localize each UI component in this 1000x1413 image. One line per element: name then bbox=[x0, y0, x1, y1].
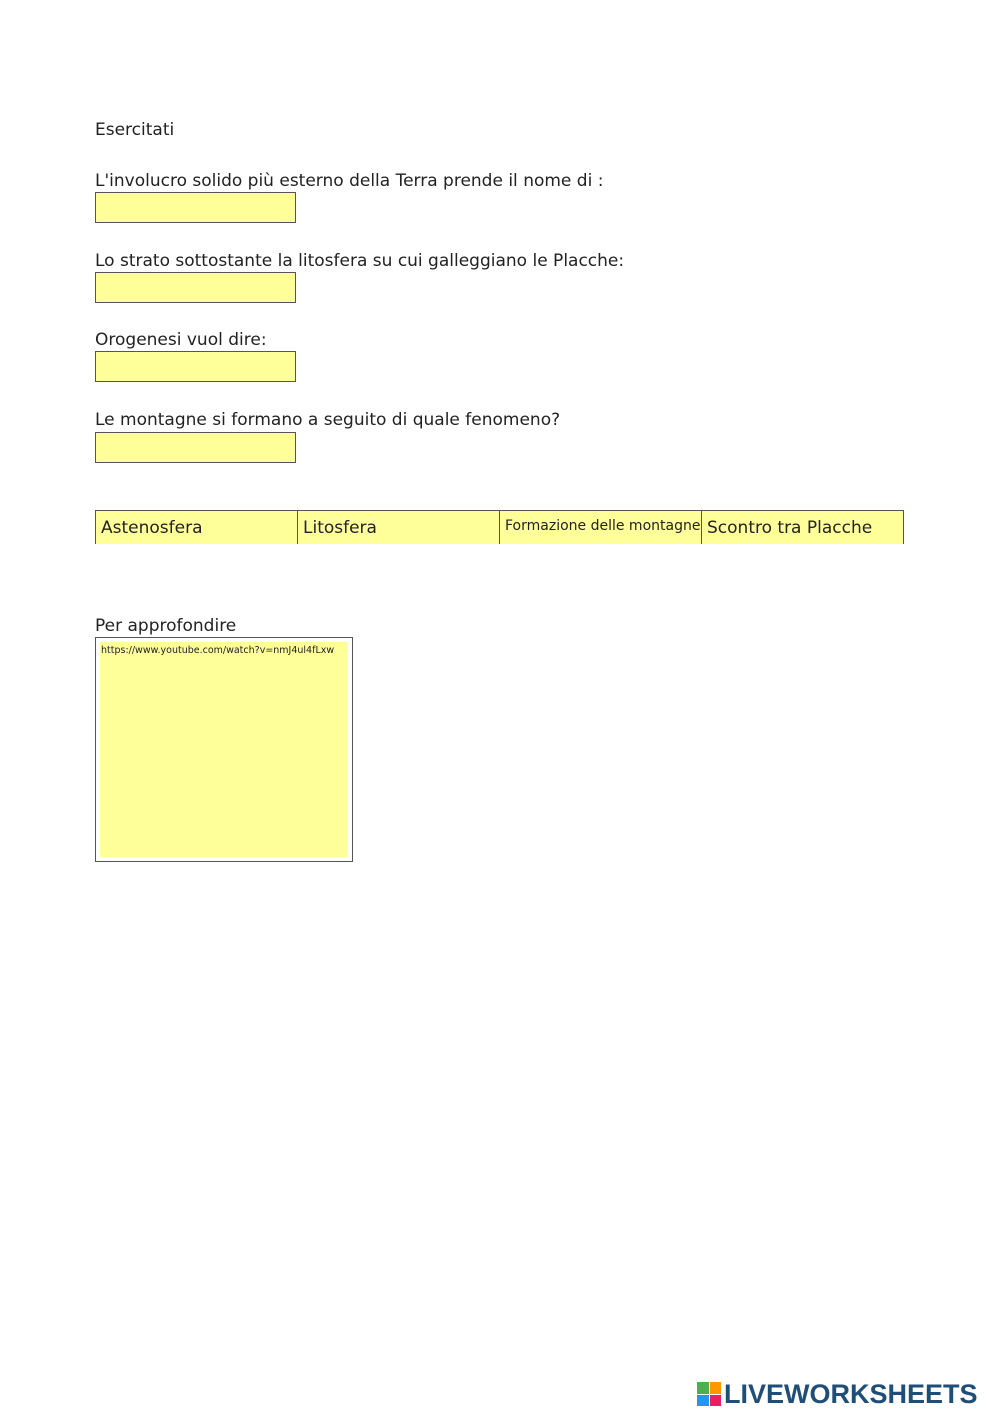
section-heading: Esercitati bbox=[95, 120, 175, 140]
option-litosfera[interactable]: Litosfera bbox=[297, 511, 499, 544]
option-astenosfera[interactable]: Astenosfera bbox=[95, 511, 297, 544]
question-1-text: L'involucro solido più esterno della Terra prende il nome di : bbox=[95, 171, 604, 191]
answer-box-1[interactable] bbox=[95, 192, 296, 223]
question-4-text: Le montagne si formano a seguito di quale fenomeno? bbox=[95, 410, 561, 430]
link-box bbox=[95, 637, 353, 862]
answer-box-3[interactable] bbox=[95, 351, 296, 382]
answer-box-4[interactable] bbox=[95, 432, 296, 463]
option-scontro-placche[interactable]: Scontro tra Placche bbox=[701, 511, 904, 544]
question-3-text: Orogenesi vuol dire: bbox=[95, 330, 267, 350]
drag-options-bar bbox=[95, 510, 904, 544]
answer-box-2[interactable] bbox=[95, 272, 296, 303]
liveworksheets-logo bbox=[697, 1379, 978, 1409]
logo-icon bbox=[697, 1382, 721, 1406]
question-2-text: Lo strato sottostante la litosfera su cui galleggiano le Placche: bbox=[95, 251, 625, 271]
option-formazione-montagne[interactable]: Formazione delle montagne bbox=[499, 511, 701, 544]
logo-text: LIVEWORKSHEETS bbox=[724, 1378, 978, 1409]
further-label: Per approfondire bbox=[95, 616, 237, 636]
video-link[interactable]: https://www.youtube.com/watch?v=nmJ4ul4fLxw bbox=[100, 642, 348, 857]
